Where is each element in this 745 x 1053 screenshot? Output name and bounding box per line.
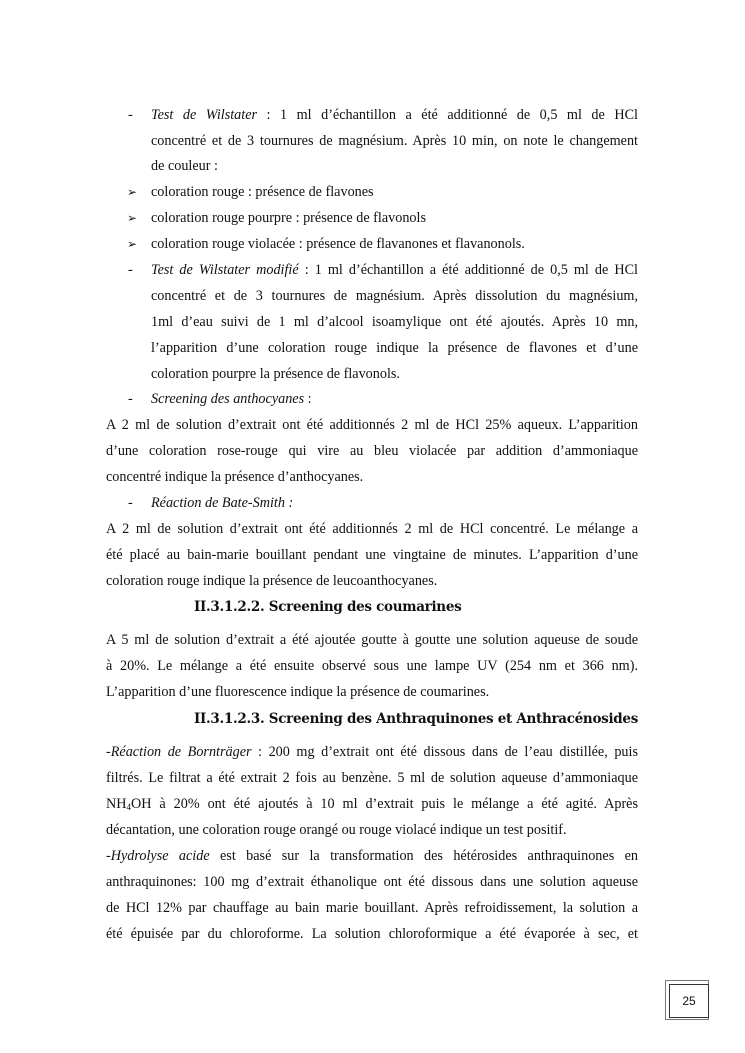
test-name: -Réaction de Bornträger (106, 744, 252, 760)
paragraph-line: A 2 ml de solution d’extrait ont été additionnés 2 ml de HCl 25% aqueux. L’apparition (106, 417, 638, 433)
paragraph-line: concentré indique la présence d’anthocyanes. (106, 469, 364, 485)
paragraph-line: de couleur : (151, 158, 218, 174)
paragraph-line: été placé au bain-marie bouillant pendant une vingtaine de minutes. L’apparition d’une (106, 547, 638, 563)
section-heading: II.3.1.2.2. Screening des coumarines (194, 599, 462, 615)
bullet-text: coloration rouge : présence de flavones (151, 184, 374, 200)
text-run: OH à 20% ont été ajoutés à 10 ml d’extrait puis le mélange a été agité. Après (131, 796, 638, 812)
paragraph-line: anthraquinones: 100 mg d’extrait éthanolique ont été dissous dans une solution aqueuse (106, 874, 638, 890)
list-dash: - (128, 391, 133, 407)
test-name: Test de Wilstater (151, 107, 258, 123)
section-heading: II.3.1.2.3. Screening des Anthraquinones et Anthracénosides (194, 711, 639, 727)
paragraph-line: filtrés. Le filtrat a été extrait 2 fois au benzène. 5 ml de solution aqueuse d’ammoniaque (106, 770, 638, 786)
paragraph-line: coloration rouge indique la présence de leucoanthocyanes. (106, 573, 438, 589)
arrow-bullet-icon: ➢ (127, 185, 138, 199)
paragraph-line (151, 390, 312, 408)
paragraph-line: à 20%. Le mélange a été ensuite observé sous une lampe UV (254 nm et 366 nm). (106, 658, 638, 674)
paragraph-line: décantation, une coloration rouge orangé ou rouge violacé indique un test positif. (106, 822, 567, 838)
bullet-text: coloration rouge violacée : présence de flavanones et flavanonols. (151, 236, 525, 252)
paragraph-line: coloration pourpre la présence de flavonols. (151, 366, 400, 382)
paragraph-line: de HCl 12% par chauffage au bain marie bouillant. Après refroidissement, la solution a (106, 900, 638, 916)
paragraph-line (106, 847, 638, 865)
bullet-text: coloration rouge pourpre : présence de flavonols (151, 210, 426, 226)
paragraph-line (106, 795, 638, 813)
list-dash: - (128, 495, 133, 511)
arrow-bullet-icon: ➢ (127, 237, 138, 251)
test-name: -Hydrolyse acide (106, 848, 210, 864)
text-run: : (304, 391, 312, 407)
paragraph-line: l’apparition d’une coloration rouge indique la présence de flavones et d’une (151, 340, 638, 356)
paragraph-line: L’apparition d’une fluorescence indique la présence de coumarines. (106, 684, 490, 700)
text-run: NH (106, 796, 127, 812)
paragraph-line: 1ml d’eau suivi de 1 ml d’alcool isoamylique ont été ajoutés. Après 10 mn, (151, 314, 638, 330)
text-run: : 1 ml d’échantillon a été additionné de 0,5 ml de HCl (257, 107, 638, 123)
list-dash: - (128, 262, 133, 278)
paragraph-line (106, 743, 638, 761)
text-run: : 200 mg d’extrait ont été dissous dans de l’eau distillée, puis (251, 744, 638, 760)
page-number: 25 (682, 994, 696, 1008)
paragraph-line: d’une coloration rose-rouge qui vire au bleu violacée par addition d’ammoniaque (106, 443, 638, 459)
test-name: Réaction de Bate-Smith : (151, 495, 294, 511)
list-dash: - (128, 107, 133, 123)
test-name: Test de Wilstater modifié (151, 262, 299, 278)
arrow-bullet-icon: ➢ (127, 211, 138, 225)
paragraph-line: A 5 ml de solution d’extrait a été ajoutée goutte à goutte une solution aqueuse de soude (106, 632, 638, 648)
paragraph-line: concentré et de 3 tournures de magnésium. Après dissolution du magnésium, (151, 288, 638, 304)
test-name: Screening des anthocyanes (151, 391, 305, 407)
paragraph-line (151, 261, 638, 279)
paragraph-line (151, 106, 638, 124)
subscript: 4 (126, 802, 131, 812)
paragraph-line: A 2 ml de solution d’extrait ont été additionnés 2 ml de HCl concentré. Le mélange a (106, 521, 638, 537)
text-run: : 1 ml d’échantillon a été additionné de 0,5 ml de HCl (298, 262, 639, 278)
text-run: est basé sur la transformation des hétérosides anthraquinones en (209, 848, 639, 864)
paragraph-line: été épuisée par du chloroforme. La solution chloroformique a été évaporée à sec, et (106, 926, 638, 942)
paragraph-line: concentré et de 3 tournures de magnésium. Après 10 min, on note le changement (151, 133, 638, 149)
